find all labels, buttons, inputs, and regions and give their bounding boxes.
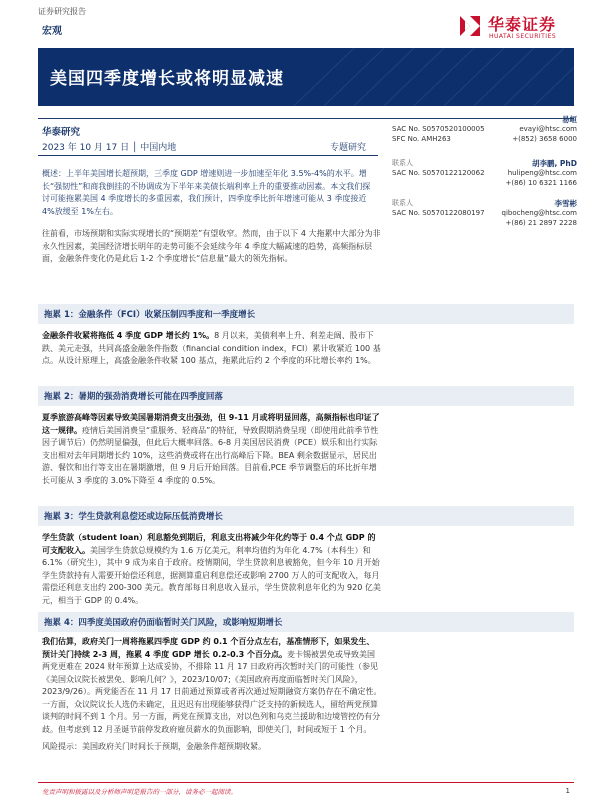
analyst-email[interactable]: qibocheng@htsc.com	[501, 209, 577, 217]
banner-pattern	[274, 48, 574, 106]
outlook-paragraph: 往前看，市场预期和实际实现增长的“预期差”有望收窄。然而，由于以下 4 大拖累中大部分为非永久性因素，美国经济增长明年的走势可能不会延续今年 4 季度大幅减速的趋势，高频指标层面，金融条件变化仍是此后 1-2 个季度增长“信息量”最大的领先指标。	[42, 229, 381, 263]
title-banner	[38, 48, 574, 106]
analyst-card: 联系人 李雪彬 SAC No. S0570122080197 qibocheng@htsc.com +(86) 21 2897 2228	[392, 199, 577, 227]
analyst-email[interactable]: hulipeng@htsc.com	[507, 169, 577, 177]
report-kind: 专题研究	[330, 143, 367, 153]
section-body: 金融条件收紧将拖低 4 季度 GDP 增长约 1%。8 月以来，美债利率上升、利差走阔、股市下跌、美元走强，共同高盛金融条件指数（financial condition index，FCI）累计收紧近 100 基点。从设计原理上，高盛金融条件收紧 100 基点，拖累此后约 2 个季度的环比增长率约 1%。	[42, 331, 381, 365]
category-label: 宏观	[42, 26, 62, 37]
logo-chinese: 华泰证券	[488, 15, 557, 34]
section-heading: 拖累 2：暑期的强劲消费增长可能在四季度回落	[38, 386, 574, 406]
analyst-card: 联系人 胡李鹏, PhD SAC No. S0570122120062 hulipeng@htsc.com +(86) 10 6321 1166	[392, 159, 577, 187]
disclaimer-text: 免责声明和披露以及分析师声明是报告的一部分，请务必一起阅读。	[42, 788, 237, 796]
summary-paragraph: 概述：上半年美国增长超预期，三季度 GDP 增速则进一步加速至年化 3.5%-4%的水平。增长“强韧性”和商我倒挂的不协调成为下半年来美债长端利率上升的重要推动因素。本文我们探讨可能拖累美国 4 季度增长的多重因素，我们预计，四季度季比折年增速可能从 3 季度接近 4%放缓至 1%左右。	[42, 169, 371, 216]
section-heading: 拖累 4：四季度美国政府仍面临暂时关门风险，或影响短期增长	[38, 612, 574, 632]
logo-mark-icon	[456, 12, 484, 40]
page-number: 1	[565, 787, 570, 795]
analyst-name: 易峘	[562, 115, 577, 124]
report-type-label: 证券研究报告	[38, 7, 86, 16]
section-body: 夏季旅游高峰等因素导致美国暑期消费支出强劲，但 9-11 月或将明显回落，高频指标也印证了这一规律。疫情后美国消费呈“重服务、轻商品”的特征，导致假期消费呈现（即使用此前季节性因子调节后）仍然明显偏强，但此后大概率回落。6-8 月美国居民消费（PCE）娱乐和出行实际支出相对去年同期增长约 10%，这些消费或将在出行高峰后下降。BEA 剩余数据显示，居民出游、餐饮和出行等支出在暑期激增，但 9 月后开始回落。目前看,PCE 季节调整后的环比折年增长可能从 3 季度的 3.0%下降至 4 季度的 0.5%。	[42, 413, 380, 485]
analyst-card: 易峘 SAC No. S0570520100005 SFC No. AMH263 evayi@htsc.com +(852) 3658 6000	[392, 115, 577, 143]
logo-english: HUATAI SECURITIES	[489, 33, 557, 40]
meta-divider	[38, 155, 378, 156]
company-logo	[456, 10, 576, 44]
analyst-name: 李雪彬	[554, 199, 577, 208]
risk-notice: 风险提示：美国政府关门时间长于预期，金融条件超预期收紧。	[42, 742, 266, 751]
analyst-name: 胡李鹏, PhD	[531, 159, 577, 168]
footer-divider	[38, 782, 574, 783]
section-heading: 拖累 1：金融条件（FCI）收紧压制四季度和一季度增长	[38, 304, 574, 324]
section-body: 我们估算，政府关门一周将拖累四季度 GDP 约 0.1 个百分点左右，基准情形下，如果发生、预计关门持续 2-3 周，拖累 4 季度 GDP 增长 0.2-0.3 个百分点。麦卡锡被罢免或导致美国两党更难在 2024 财年预算上达成妥协，不排除 11 月 17 日政府再次暂时关门的可能性（参见《美国众议院长被罢免、影响几何？》，2023/10/07;《美国政府再度面临暂时关门风险》，2023/9/26）。两党能否在 11 月 17 日前通过预算或者再次通过短期融资方案仍存在不确定性。一方面，众议院议长人选仍未确定，且迟迟有出现能够获得广泛支持的新候选人，留给两党预算谈判的时间不到 1 个月。另一方面，两党在预算支出，对以色列和乌克兰援助和边境管控仍有分歧。但考虑到 12 月圣诞节前停发政府雇员薪水的负面影响，即使关门，时间或短于 1 个月。	[42, 637, 382, 734]
page-footer	[0, 784, 600, 800]
analyst-email[interactable]: evayi@htsc.com	[519, 125, 577, 133]
org-name: 华泰研究	[42, 127, 81, 138]
section-body: 学生贷款（student loan）利息豁免到期后，利息支出将减少年化约等于 0.4 个点 GDP 的可支配收入。美国学生贷款总规模约为 1.6 万亿美元，利率均值约为年化 4.7%（本科生）和 6.1%（研究生），其中 9 成为来自于政府。疫情期间，学生贷款利息被豁免，但今年 10 月开始学生贷款持有人需要开始偿还利息，据测算重启利息偿还或影响 2700 万人的可支配收入，每月需偿还利息支出约 200-300 美元。教育部每日利息收入显示，学生贷款利息年化约为 920 亿美元，相当于 GDP 的 0.4%。	[42, 533, 381, 605]
page-title: 美国四季度增长或将明显减速	[50, 69, 284, 89]
report-date: 2023 年 10 月 17 日 │ 中国内地	[42, 143, 177, 153]
section-heading: 拖累 3：学生贷款利息偿还或边际压低消费增长	[38, 506, 574, 526]
